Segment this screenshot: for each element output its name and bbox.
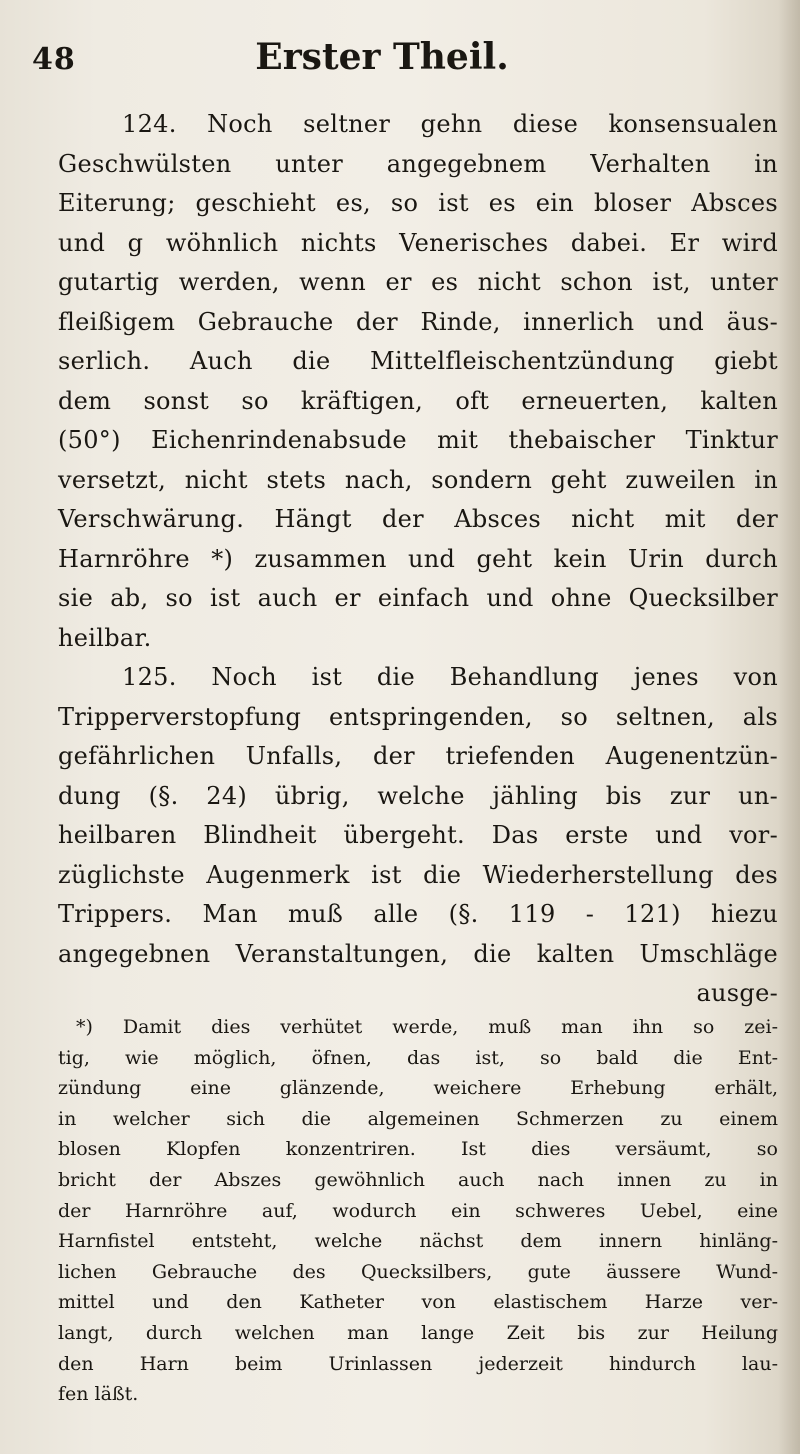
- footnote-line: lichen Gebrauche des Quecksilbers, gute äussere Wund-: [58, 1260, 778, 1283]
- text-line: heilbaren Blindheit übergeht. Das erste und vor-: [58, 821, 778, 849]
- text-line: (50°) Eichenrindenabsude mit thebaischer Tinktur: [58, 426, 778, 454]
- text-line: Trippers. Man muß alle (§. 119 - 121) hiezu: [58, 900, 778, 928]
- footnote-line: der Harnröhre auf, wodurch ein schweres Uebel, eine: [58, 1199, 778, 1222]
- footnote-line: Harnfistel entsteht, welche nächst dem innern hinläng-: [58, 1230, 778, 1253]
- footnote-line: blosen Klopfen konzentriren. Ist dies versäumt, so: [58, 1138, 778, 1161]
- text-line: 124. Noch seltner gehn diese konsensualen: [122, 110, 778, 138]
- footnote-line: langt, durch welchen man lange Zeit bis zur Heilung: [58, 1321, 778, 1344]
- footnote-line: tig, wie möglich, öfnen, das ist, so bald die Ent-: [58, 1046, 778, 1069]
- text-line: Tripperverstopfung entspringenden, so seltnen, als: [58, 702, 778, 731]
- text-line: fleißigem Gebrauche der Rinde, innerlich und äus-: [58, 307, 778, 336]
- footnote-line: mittel und den Katheter von elastischem Harze ver-: [58, 1291, 778, 1314]
- text-line: angegebnen Veranstaltungen, die kalten Umschläge: [58, 939, 778, 968]
- footnote-line: bricht der Abszes gewöhnlich auch nach innen zu in: [58, 1168, 778, 1191]
- text-line: und g wöhnlich nichts Venerisches dabei. Er wird: [58, 228, 778, 257]
- text-line: Verschwärung. Hängt der Absces nicht mit der: [58, 505, 778, 533]
- text-line: gefährlichen Unfalls, der triefenden Augenentzün-: [58, 742, 778, 770]
- text-line: gutartig werden, wenn er es nicht schon ist, unter: [58, 268, 778, 296]
- footnote-line: *) Damit dies verhütet werde, muß man ihn so zei-: [76, 1016, 778, 1038]
- page-number: 48: [32, 42, 76, 77]
- text-line: serlich. Auch die Mittelfleischentzündung giebt: [58, 347, 778, 375]
- running-head: Erster Theil.: [255, 36, 509, 78]
- footnote-line: fen läßt.: [58, 1383, 139, 1406]
- text-line: Geschwülsten unter angegebnem Verhalten in: [58, 149, 778, 178]
- text-line: sie ab, so ist auch er einfach und ohne Quecksilber: [58, 584, 778, 612]
- main-text: [58, 105, 778, 1014]
- text-line: 125. Noch ist die Behandlung jenes von: [122, 663, 778, 691]
- catchword: ausge-: [696, 979, 778, 1007]
- text-line: versetzt, nicht stets nach, sondern geht zuweilen in: [58, 465, 778, 494]
- text-line: dung (§. 24) übrig, welche jähling bis zur un-: [58, 781, 778, 810]
- footnote: [58, 1012, 778, 1410]
- footnote-line: in welcher sich die algemeinen Schmerzen zu einem: [58, 1107, 778, 1130]
- text-line: dem sonst so kräftigen, oft erneuerten, kalten: [58, 386, 778, 415]
- footnote-line: den Harn beim Urinlassen jederzeit hindurch lau-: [58, 1352, 778, 1375]
- footnote-line: zündung eine glänzende, weichere Erhebung erhält,: [58, 1077, 778, 1100]
- text-line: züglichste Augenmerk ist die Wiederherstellung des: [58, 860, 778, 889]
- page-header: [32, 36, 732, 86]
- text-line: Harnröhre *) zusammen und geht kein Urin durch: [58, 544, 778, 573]
- text-line: heilbar.: [58, 623, 152, 652]
- text-line: Eiterung; geschieht es, so ist es ein bloser Absces: [58, 189, 778, 217]
